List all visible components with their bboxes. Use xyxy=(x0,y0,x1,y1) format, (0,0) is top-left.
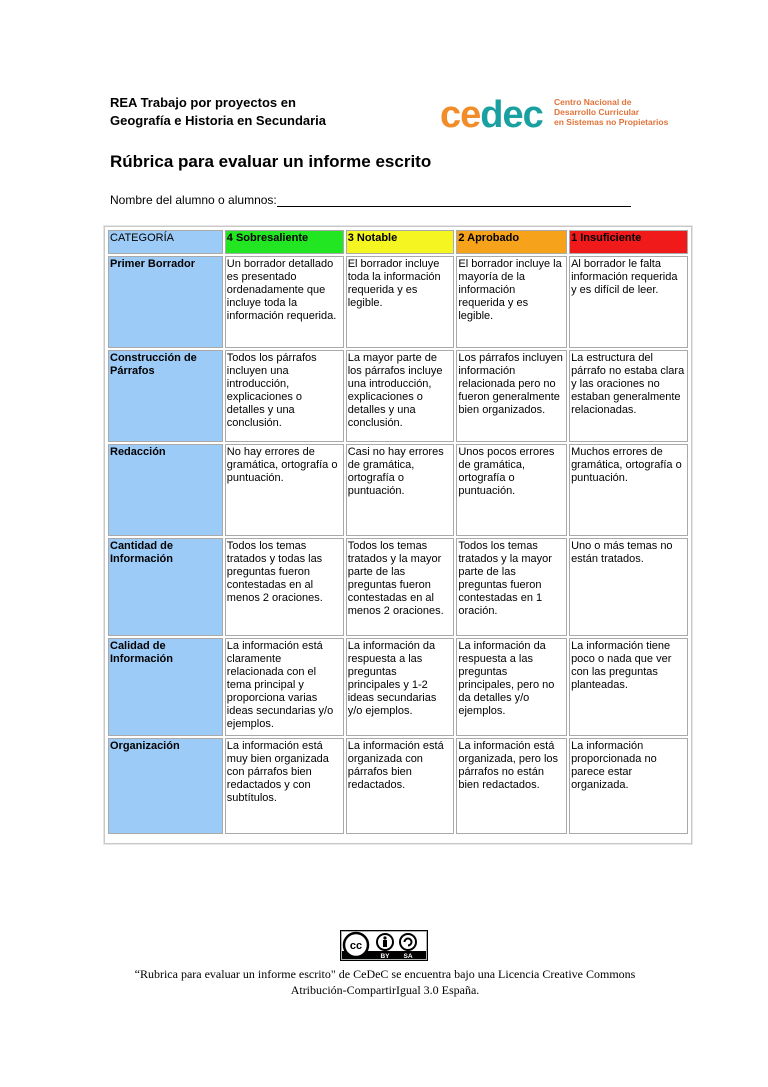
license-footer-line-2: Atribución-CompartirIgual 3.0 España. xyxy=(290,983,480,997)
rubric-cell: Todos los párrafos incluyen una introducción, explicaciones o detalles y una conclusión. xyxy=(225,350,344,442)
rubric-cell: Todos los temas tratados y la mayor parte de las preguntas fueron contestadas en 1 oración. xyxy=(456,538,567,636)
level-header: 2 Aprobado xyxy=(456,230,567,254)
rubric-row xyxy=(108,444,688,536)
rubric-cell: Muchos errores de gramática, ortografía o puntuación. xyxy=(569,444,688,536)
header-line-2: Geografía e Historia en Secundaria xyxy=(110,113,327,128)
row-category: Cantidad de Información xyxy=(108,538,223,636)
row-category: Construcción de Párrafos xyxy=(108,350,223,442)
logo-subtitle: Centro Nacional de Desarrollo Curricular en Sistemas no Propietarios xyxy=(554,97,669,127)
rubric-cell: La información tiene poco o nada que ver con las preguntas planteadas. xyxy=(569,638,688,736)
rubric-row xyxy=(108,350,688,442)
student-name-line xyxy=(110,193,631,207)
header-title xyxy=(110,94,326,130)
rubric-cell: La información da respuesta a las preguntas principales y 1-2 ideas secundarias y/o ejemplos. xyxy=(346,638,455,736)
svg-text:cc: cc xyxy=(349,940,363,952)
rubric-container xyxy=(104,226,692,844)
license-footer xyxy=(100,966,670,998)
rubric-cell: La información está muy bien organizada con párrafos bien redactados y con subtítulos. xyxy=(225,738,344,834)
logo-wordmark: cedec xyxy=(440,94,543,136)
header-line-1: REA Trabajo por proyectos en xyxy=(110,95,296,110)
rubric-cell: Al borrador le falta información requerida y es difícil de leer. xyxy=(569,256,688,348)
level-header: 4 Sobresaliente xyxy=(225,230,344,254)
rubric-row xyxy=(108,256,688,348)
license-badge-sa: SA xyxy=(403,953,413,960)
rubric-cell: La información da respuesta a las preguntas principales, pero no da detalles y/o ejemplos. xyxy=(456,638,567,736)
rubric-cell: Los párrafos incluyen información relacionada pero no fueron generalmente bien organizados. xyxy=(456,350,567,442)
rubric-cell: No hay errores de gramática, ortografía o puntuación. xyxy=(225,444,344,536)
license-badge-by: BY xyxy=(380,953,390,960)
cc-license-badge[interactable] xyxy=(340,930,428,961)
student-name-blank xyxy=(277,194,631,207)
rubric-cell: La información está claramente relacionada con el tema principal y proporciona varias ideas secundarias y/o ejemplos. xyxy=(225,638,344,736)
rubric-cell: La información está organizada, pero los párrafos no están bien redactados. xyxy=(456,738,567,834)
rubric-cell: Todos los temas tratados y todas las preguntas fueron contestadas en al menos 2 oraciones. xyxy=(225,538,344,636)
rubric-cell: La estructura del párrafo no estaba clara y las oraciones no estaban generalmente relacionadas. xyxy=(569,350,688,442)
rubric-row xyxy=(108,538,688,636)
rubric-row xyxy=(108,638,688,736)
row-category: Primer Borrador xyxy=(108,256,223,348)
rubric-cell: El borrador incluye toda la información requerida y es legible. xyxy=(346,256,455,348)
license-footer-line-1: “Rubrica para evaluar un informe escrito" de CeDeC se encuentra bajo una Licencia Creative Commons xyxy=(134,967,636,981)
row-category: Redacción xyxy=(108,444,223,536)
cc-by-sa-icon xyxy=(340,930,428,961)
rubric-header-row xyxy=(108,230,688,254)
rubric-cell: Unos pocos errores de gramática, ortografía o puntuación. xyxy=(456,444,567,536)
cedec-logo xyxy=(440,96,680,136)
rubric-row xyxy=(108,738,688,834)
rubric-cell: Un borrador detallado es presentado ordenadamente que incluye toda la información requerida. xyxy=(225,256,344,348)
row-category: Calidad de Información xyxy=(108,638,223,736)
rubric-cell: La información proporcionada no parece estar organizada. xyxy=(569,738,688,834)
document-title: Rúbrica para evaluar un informe escrito xyxy=(110,152,432,171)
level-header: 3 Notable xyxy=(346,230,455,254)
level-header: 1 Insuficiente xyxy=(569,230,688,254)
row-category: Organización xyxy=(108,738,223,834)
student-name-label: Nombre del alumno o alumnos: xyxy=(110,193,277,207)
category-header: CATEGORÍA xyxy=(108,230,223,254)
rubric-cell: La mayor parte de los párrafos incluye una introducción, explicaciones o detalles y una conclusión. xyxy=(346,350,455,442)
rubric-cell: El borrador incluye la mayoría de la información requerida y es legible. xyxy=(456,256,567,348)
rubric-table xyxy=(106,228,690,836)
rubric-cell: La información está organizada con párrafos bien redactados. xyxy=(346,738,455,834)
rubric-cell: Casi no hay errores de gramática, ortografía o puntuación. xyxy=(346,444,455,536)
rubric-cell: Uno o más temas no están tratados. xyxy=(569,538,688,636)
rubric-cell: Todos los temas tratados y la mayor parte de las preguntas fueron contestadas en al menos 2 oraciones. xyxy=(346,538,455,636)
